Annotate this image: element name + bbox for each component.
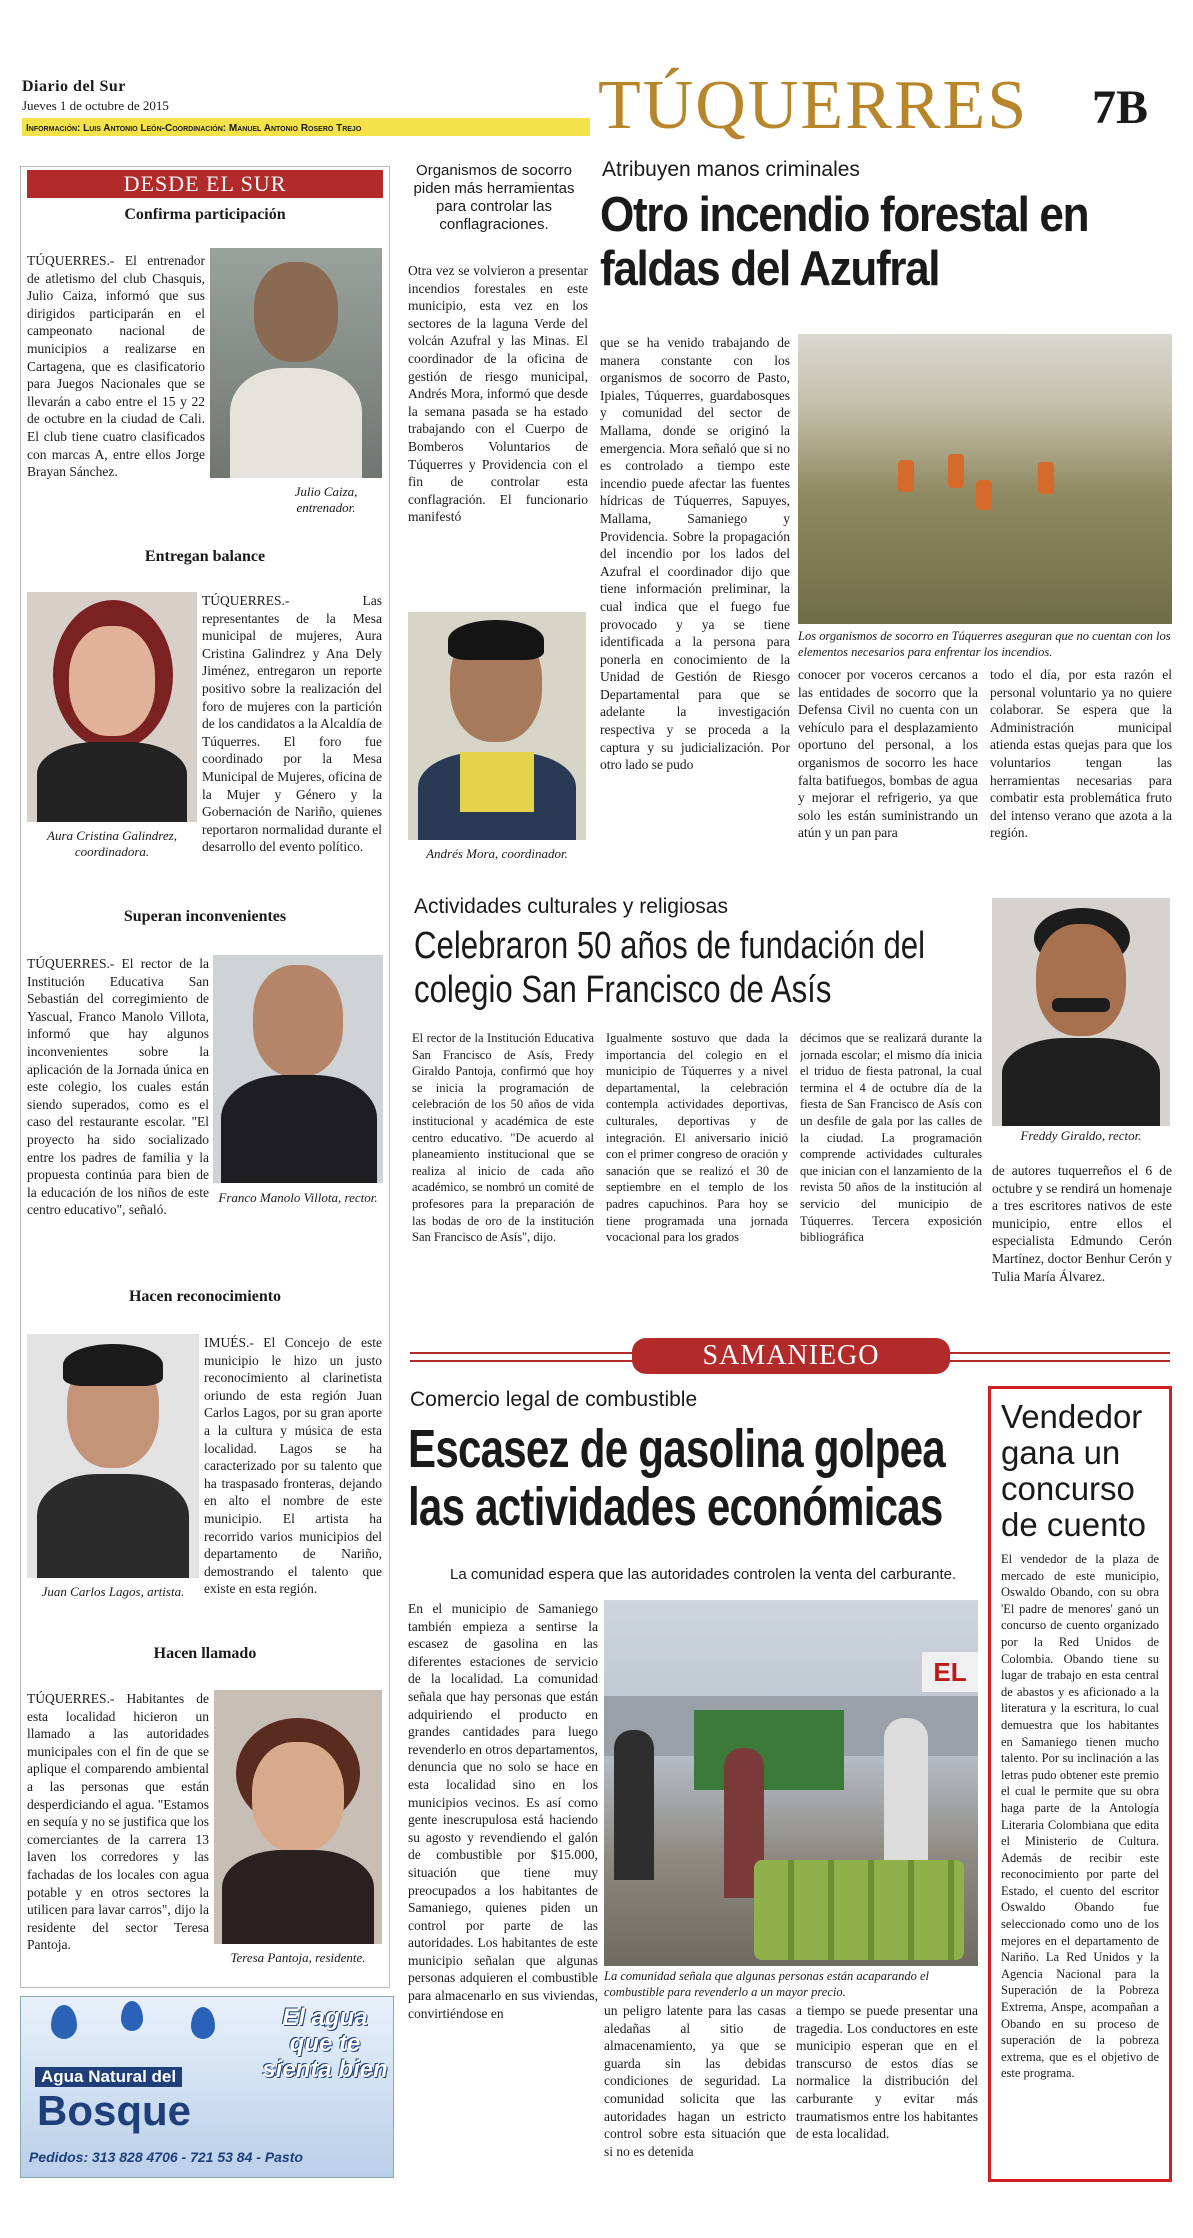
item-text: IMUÉS.- El Concejo de este municipio le hizo un justo reconocimiento al clarinetista oriundo de esta región Juan Carlos Lagos, por su gran aporte a la cultura y música de esta localidad. Lagos se ha caracterizado por su talento que ha traspasado fronteras, dejando en alto el nombre de este municipio. El artista ha recorrido varios municipios del departamento de Nariño, demostrando el talento que existe en esta región. [204,1335,382,1597]
incendio-col2: que se ha venido trabajando de manera constante con los organismos de socorro de Pasto, Ipiales, Túquerres, guardabosques y comunidad del sector de Mallama, donde se originó la emergencia. Mora señaló que si no es controlado a tiempo este incendio puede afectar las fuentes hídricas de Túquerres, Sapuyes, Mallama, Samaniego y Providencia. Sobre la propagación del incendio por los lados del Azufral el coordinador dijo que tiene información preliminar, la cual indica que el fuego fue provocado y ya se tiene identificada a la persona para ponerla en conocimiento de la Unidad de Gestión de Riesgo Departamental para que se adelante la investigación respectiva y se proceda a la captura y su judicialización. Por otro lado se pudo [600,335,790,773]
page-number: 7B [1092,81,1149,134]
item-title: Entregan balance [144,548,266,565]
section-title: TÚQUERRES [598,67,1029,144]
incendio-col3: conocer por voceros cercanos a las entidades de socorro que la Defensa Civil no cuenta con un vehículo para el desplazamiento oportuno del personal, a los organismos de socorro les hace falta batifuegos, bombas de agua y mejorar el refrigerio, ya que solo les están suministrando un atún y un pan para [798,667,978,841]
incendio-kicker: Atribuyen manos criminales [602,158,860,181]
vendedor-box [988,1386,1172,2182]
item-text: TÚQUERRES.- El entrenador de atletismo del club Chasquis, Julio Caiza, informó que sus dirigidos participarán en el campeonato nacional de municipios a realizarse en Cartagena, que es clasificatorio para Juegos Nacionales que se llevarán a cabo entre el 15 y 22 de octubre en la ciudad de Cali. El club tiene cuatro clasificados con marcas A, entre ellos Jorge Brayan Sánchez. [27,253,205,480]
ad-orders: Pedidos: 313 828 4706 - 721 53 84 - Pasto [29,2149,303,2165]
portrait-photo [213,955,383,1183]
colegio-col4: de autores tuquerreños el 6 de octubre y se rendirá un homenaje a tres escritores nativos de este municipio, entre ellos el especialista Edmundo Cerón Martínez, doctor Benhur Cerón y Tulia María Álvarez. [992,1163,1172,1284]
incendio-col4: todo el día, por esta razón el personal voluntario ya no quiere colaborar. Se espera que la Administración municipal atienda estas quejas para que los voluntarios tengan las herramientas necesarias para combatir esta problemática fruto del intenso verano que azota a la región. [990,667,1172,841]
item-title: Confirma participación [124,206,286,223]
portrait-photo [27,592,197,822]
photo-caption: Teresa Pantoja, residente. [230,1950,366,1965]
fuel-photo-caption: La comunidad señala que algunas personas están acaparando el combustible para revenderlo a un mayor precio. [604,1969,929,1999]
photo-caption: Franco Manolo Villota, rector. [218,1190,378,1205]
item-title: Hacen llamado [153,1645,257,1662]
fire-photo-caption: Los organismos de socorro en Túquerres aseguran que no cuentan con los elementos necesarios para enfrentar los incendios. [798,629,1171,659]
water-drop-icon [191,2007,215,2039]
portrait-photo [214,1690,382,1944]
photo-caption: Julio Caiza, entrenador. [294,484,358,515]
freddy-giraldo-photo [992,898,1170,1126]
portrait-photo [27,1334,199,1578]
samaniego-banner-text: SAMANIEGO [702,1340,880,1371]
samaniego-headline: Escasez de gasolina golpea las actividades económicas [408,1419,945,1537]
colegio-col1: El rector de la Institución Educativa San Francisco de Asís, Fredy Giraldo Pantoja, confirmó que hoy se inicia la programación de celebración de los 50 años de vida institucional y académica de este centro educativo. "De acuerdo al planeamiento institucional que se realiza al inicio de cada año académico, se nombró un comité de profesores para la preparación de las bodas de oro de la institución San Francisco de Asís", dijo. [412,1031,594,1245]
desde-banner [27,170,383,198]
item-text: TÚQUERRES.- El rector de la Institución Educativa San Sebastián del corregimiento de Yascual, Franco Manolo Villota, informó que hay algunos inconvenientes sobre la aplicación de la Jornada única en este colegio, los cuales están siendo superados, como es el caso del restaurante escolar. "El proyecto ha sido socializado entre los padres de familia y la propuesta continúa para bien de la educación de los niños de este centro educativo", señaló. [27,956,209,1218]
photo-caption: Aura Cristina Galindrez, coordinadora. [47,828,177,859]
water-ad [20,1996,394,2178]
colegio-col3: décimos que se realizará durante la jornada escolar; el mismo día inicia el triduo de fiesta patronal, la cual termina el 4 de octubre día de la fiesta de San Francisco de Asís con un desfile de gala por las calles de la ciudad. La programación comprende actividades culturales que inician con el lanzamiento de la revista 50 años de la institución al servicio del municipio de Túquerres. Tercera exposición bibliográfica [800,1031,982,1245]
item-text: TÚQUERRES.- Habitantes de esta localidad hicieron un llamado a las autoridades municipales con el fin de que se aplique el comparendo ambiental a las personas que están desperdiciando el agua. "Estamos en sequía y no se justifica que los comerciantes de la carrera 13 laven los corredores y las fachadas de los locales con agua potable y en otros sectores la utilicen para lavar carros", dijo la residente del sector Teresa Pantoja. [27,1691,209,1953]
side-headline: Organismos de socorro piden más herramientas para controlar las conflagraciones. [413,162,575,233]
colegio-kicker: Actividades culturales y religiosas [414,895,728,918]
credits-bar [22,118,590,136]
masthead [22,78,592,158]
ad-slogan: El agua que te sienta bien [262,2004,388,2083]
samaniego-col1: En el municipio de Samaniego también empieza a sentirse la escasez de gasolina en las diferentes estaciones de servicio de la localidad. La comunidad señala que hay personas que están adquiriendo el producto en grandes cantidades para luego revenderlo en otros departamentos, denuncia que no solo se hace en esta localidad sino en los municipios vecinos. Es así como gente inescrupulosa está haciendo su agosto y revendiendo el galón de combustible por $15.000, situación que tiene muy preocupados a los habitantes de Samaniego, quienes piden un control por parte de las autoridades. Los habitantes de este municipio señalan que algunas personas adquieren el combustible para almacenarlo en sus viviendas, convirtiéndose en [408,1601,598,2021]
credits-text: Información: Luis Antonio León-Coordinación: Manuel Antonio Rosero Trejo [26,123,362,134]
andres-mora-photo [408,612,586,840]
station-sign: EL [922,1652,978,1692]
fire-photo [798,334,1172,624]
item-text: TÚQUERRES.- Las representantes de la Mesa municipal de mujeres, Aura Cristina Galindrez y Ana Dely Jiménez, entregaron un reporte positivo sobre la realización del foro de mujeres con la partición de los candidatos a la Alcaldía de Túquerres. El foro fue coordinado por la Mesa Municipal de Mujeres, oficina de la Mujer y Género y la Gobernación de Nariño, quienes reportaron normalidad durante el desarrollo del evento político. [202,593,382,855]
ad-brand: Bosque [37,2087,192,2134]
samaniego-deck: La comunidad espera que las autoridades controlen la venta del carburante. [450,1566,957,1583]
ad-line1: Agua Natural del [35,2067,182,2087]
incendio-col1: Otra vez se volvieron a presentar incendios forestales en este municipio, esta vez en los sectores de la laguna Verde del volcán Azufral y las Minas. El coordinador de la oficina de gestión de riesgo municipal, Andrés Mora, informó que desde la semana pasada se ha estado trabajando con el Cuerpo de Bomberos Voluntarios de Túquerres y Providencia con el fin de controlar esta conflagración. El funcionario manifestó [408,263,588,525]
colegio-headline: Celebraron 50 años de fundación del colegio San Francisco de Asís [414,925,926,1011]
water-drop-icon [51,2005,77,2039]
samaniego-col3: a tiempo se puede presentar una tragedia. Los conductores en este municipio esperan que en el transcurso de estos días se normalice la distribución del carburante y evitar más traumatismos entre los habitantes de esta localidad. [796,2003,978,2142]
vendedor-headline: Vendedor gana un concurso de cuento [1001,1398,1146,1543]
giraldo-caption: Freddy Giraldo, rector. [1020,1128,1142,1143]
samaniego-col2: un peligro latente para las casas aledañas al sitio de almacenamiento, ya que se guarda sin las debidas condiciones de seguridad. La comunidad solicita que las autoridades hagan un estricto control sobre esta situación que si no es detenida [604,2003,786,2159]
item-title: Hacen reconocimiento [128,1288,282,1305]
colegio-col2: Igualmente sostuvo que dada la importancia del colegio en el municipio de Túquerres y a nivel departamental, la celebración contempla actividades deportivas, culturales, deportivas y de integración. El aniversario inició con el primer congreso de oración y sanación que se realizó el 30 de septiembre en el templo de los padres capuchinos. Para hoy se tiene programada una jornada vocacional para los grados [606,1031,788,1245]
vendedor-text: El vendedor de la plaza de mercado de este municipio, Oswaldo Obando, con su obra 'El padre de menores' ganó un concurso de cuento organizado por la Red Unidos de Colombia. Obando tiene su lugar de trabajo en esta central de abastos y es aficionado a la literatura y la escritura, lo cual demuestra que los habitantes en Samaniego tienen mucho talento. Por su inclinación a las letras pudo obtener este premio el cual le permite que su obra haga parte de la Antología Literaria Colombiana que edita el Ministerio de Cultura. Además de recibir este reconocimiento por parte del Estado, el cuento del escritor Oswaldo Obando fue seleccionado como uno de los mejores en el departamento de Nariño. La Red Unidos y la Agencia Nacional para la Superación de la Pobreza Extrema, Anspe, acompañan a Obando en su proceso de superación de la pobreza extrema, que es el objetivo de este programa. [1001,1552,1159,2081]
samaniego-banner [632,1338,950,1374]
issue-date: Jueves 1 de octubre de 2015 [22,98,169,113]
paper-name: Diario del Sur [22,78,126,95]
water-drop-icon [121,2001,143,2031]
samaniego-kicker: Comercio legal de combustible [410,1388,698,1411]
desde-banner-text: DESDE EL SUR [123,171,287,196]
mora-caption: Andrés Mora, coordinador. [426,846,568,861]
item-title: Superan inconvenientes [123,908,287,925]
incendio-headline: Otro incendio forestal en faldas del Azufral [600,188,1089,296]
portrait-photo [210,248,382,478]
photo-caption: Juan Carlos Lagos, artista. [41,1584,185,1599]
fuel-photo [604,1600,978,1966]
